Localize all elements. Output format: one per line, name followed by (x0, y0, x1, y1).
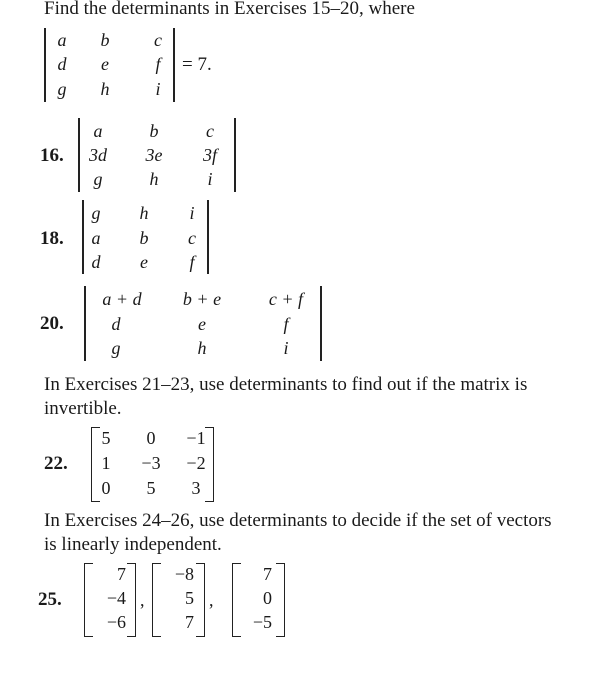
cell: a (57, 30, 67, 50)
cell: g (93, 169, 103, 189)
cell: 5 (101, 428, 111, 448)
exercise-number: 20. (40, 313, 64, 334)
cell: 0 (263, 588, 272, 608)
comma: , (209, 590, 214, 610)
cell: i (207, 169, 213, 189)
cell: h (100, 79, 110, 99)
cell: d (91, 252, 101, 272)
cell: i (155, 79, 161, 99)
cell: i (283, 338, 289, 358)
cell: g (111, 338, 121, 358)
cell: c (188, 228, 196, 248)
exercise-number: 22. (44, 453, 68, 474)
cell: i (189, 203, 195, 223)
comma: , (140, 590, 145, 610)
cell: 1 (101, 453, 111, 473)
right-bracket (127, 563, 136, 637)
cell: 7 (117, 564, 126, 584)
cell: 0 (146, 428, 156, 448)
right-bar (234, 118, 236, 192)
cell: −1 (186, 428, 206, 448)
cell: f (283, 314, 289, 334)
right-bracket (276, 563, 285, 637)
cell: b + e (182, 289, 222, 309)
exercise-number: 25. (38, 589, 62, 610)
cell: d (57, 54, 67, 74)
equals-seven: = 7. (182, 54, 212, 75)
cell: b (139, 228, 149, 248)
section-text-line: is linearly independent. (44, 534, 222, 555)
cell: f (155, 54, 161, 74)
right-bracket (196, 563, 205, 637)
cell: a + d (102, 289, 142, 309)
cell: −2 (186, 453, 206, 473)
cell: e (101, 54, 109, 74)
left-bar (84, 286, 86, 361)
cell: c (154, 30, 162, 50)
cell: 0 (101, 478, 111, 498)
cell: a (91, 228, 101, 248)
cell: b (100, 30, 110, 50)
cell: −8 (174, 564, 194, 584)
right-bar (173, 28, 175, 102)
section-text-line: In Exercises 24–26, use determinants to decide if the set of vectors (44, 510, 552, 531)
cell: d (111, 314, 121, 334)
cell: −5 (252, 612, 272, 632)
cell: g (57, 79, 67, 99)
cell: −4 (106, 588, 126, 608)
cell: 5 (146, 478, 156, 498)
right-bar (207, 200, 209, 274)
intro-text: Find the determinants in Exercises 15–20, where (44, 0, 415, 19)
cell: e (198, 314, 206, 334)
cell: c (206, 121, 214, 141)
cell: 3f (202, 145, 217, 165)
exercise-number: 16. (40, 145, 64, 166)
cell: h (149, 169, 159, 189)
cell: a (93, 121, 103, 141)
cell: g (91, 203, 101, 223)
exercise-number: 18. (40, 228, 64, 249)
cell: 5 (185, 588, 194, 608)
cell: 3 (191, 478, 201, 498)
section-text-line: invertible. (44, 398, 122, 419)
section-text-line: In Exercises 21–23, use determinants to find out if the matrix is (44, 374, 528, 395)
cell: −6 (106, 612, 126, 632)
cell: −3 (141, 453, 161, 473)
cell: h (139, 203, 149, 223)
cell: 7 (185, 612, 194, 632)
right-bar (320, 286, 322, 361)
cell: b (149, 121, 159, 141)
cell: h (197, 338, 207, 358)
right-bracket (205, 427, 214, 502)
cell: e (140, 252, 148, 272)
cell: 7 (263, 564, 272, 584)
cell: f (189, 252, 195, 272)
cell: c + f (268, 289, 304, 309)
cell: 3d (89, 145, 107, 165)
cell: 3e (145, 145, 163, 165)
